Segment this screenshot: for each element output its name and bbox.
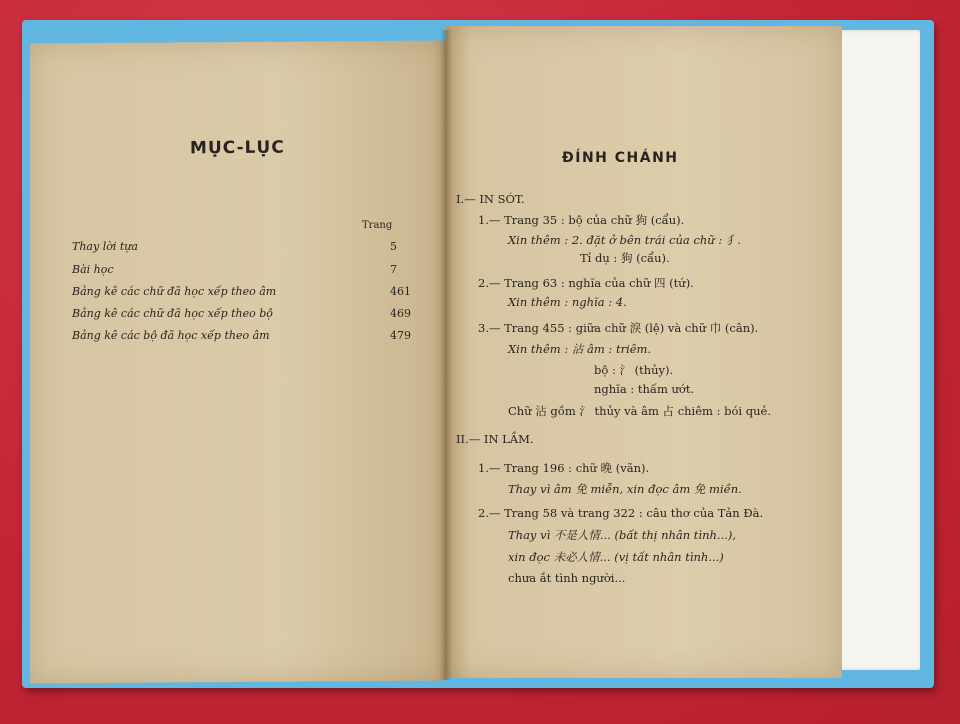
- errata-entry: Tỉ dụ : 狗 (cẩu).: [580, 251, 670, 265]
- errata-entry: Xin thêm : nghĩa : 4.: [508, 295, 627, 309]
- errata-entry: chưa ắt tình người...: [508, 571, 626, 585]
- toc-item: [72, 307, 412, 320]
- errata-entry: xin đọc 未必人情... (vị tất nhân tình...): [508, 550, 724, 564]
- toc-item: [72, 240, 412, 253]
- errata-entry: 3.— Trang 455 : giữa chữ 淚 (lệ) và chữ 巾 (cân).: [478, 321, 759, 335]
- toc-item-label: Bảng kê các chữ đã học xếp theo bộ: [72, 307, 273, 320]
- toc-item-page: 7: [390, 263, 397, 276]
- errata-entry: bộ : 氵 (thủy).: [594, 363, 674, 377]
- toc-item-label: Bảng kê các chữ đã học xếp theo âm: [72, 285, 277, 298]
- toc-title: MỤC-LỤC: [189, 137, 285, 159]
- errata-title: ĐÍNH CHÁNH: [562, 150, 679, 166]
- errata-entry: 2.— Trang 58 và trang 322 : câu thơ của Tản Đà.: [478, 506, 764, 520]
- toc-item-page: 469: [390, 307, 411, 320]
- toc-item-page: 461: [390, 285, 411, 298]
- errata-section-heading: II.— IN LẦM.: [456, 432, 534, 446]
- errata-entry: Thay vì 不是人情... (bất thị nhân tình...),: [508, 528, 737, 542]
- toc-item-label: Bảng kê các bộ đã học xếp theo âm: [72, 329, 270, 342]
- errata-entry: nghĩa : thấm ướt.: [594, 382, 695, 396]
- toc-item: [72, 285, 412, 298]
- toc-item-label: Thay lời tựa: [72, 240, 138, 253]
- toc-column-header: Trang: [362, 220, 393, 231]
- errata-entry: Chữ 沾 gồm 氵 thủy và âm 占 chiêm : bói quẻ.: [508, 404, 771, 418]
- toc-item-page: 5: [390, 240, 397, 253]
- toc-item: [72, 329, 412, 342]
- errata-entry: Xin thêm : 2. đặt ở bên trái của chữ : 犭.: [508, 233, 742, 247]
- toc-item: [72, 263, 412, 276]
- errata-entry: 1.— Trang 196 : chữ 晚 (vãn).: [478, 461, 650, 475]
- errata-entry: Xin thêm : 沾 âm : triêm.: [508, 342, 652, 356]
- left-page: [30, 41, 446, 684]
- book-spine: [440, 30, 452, 680]
- toc-item-page: 479: [390, 329, 411, 342]
- errata-entry: Thay vì âm 免 miễn, xin đọc âm 免 miền.: [508, 482, 742, 496]
- errata-entry: 1.— Trang 35 : bộ của chữ 狗 (cẩu).: [478, 213, 685, 227]
- errata-section-heading: I.— IN SÓT.: [456, 192, 525, 206]
- errata-entry: 2.— Trang 63 : nghĩa của chữ 四 (tứ).: [478, 276, 694, 290]
- toc-item-label: Bài học: [72, 263, 114, 276]
